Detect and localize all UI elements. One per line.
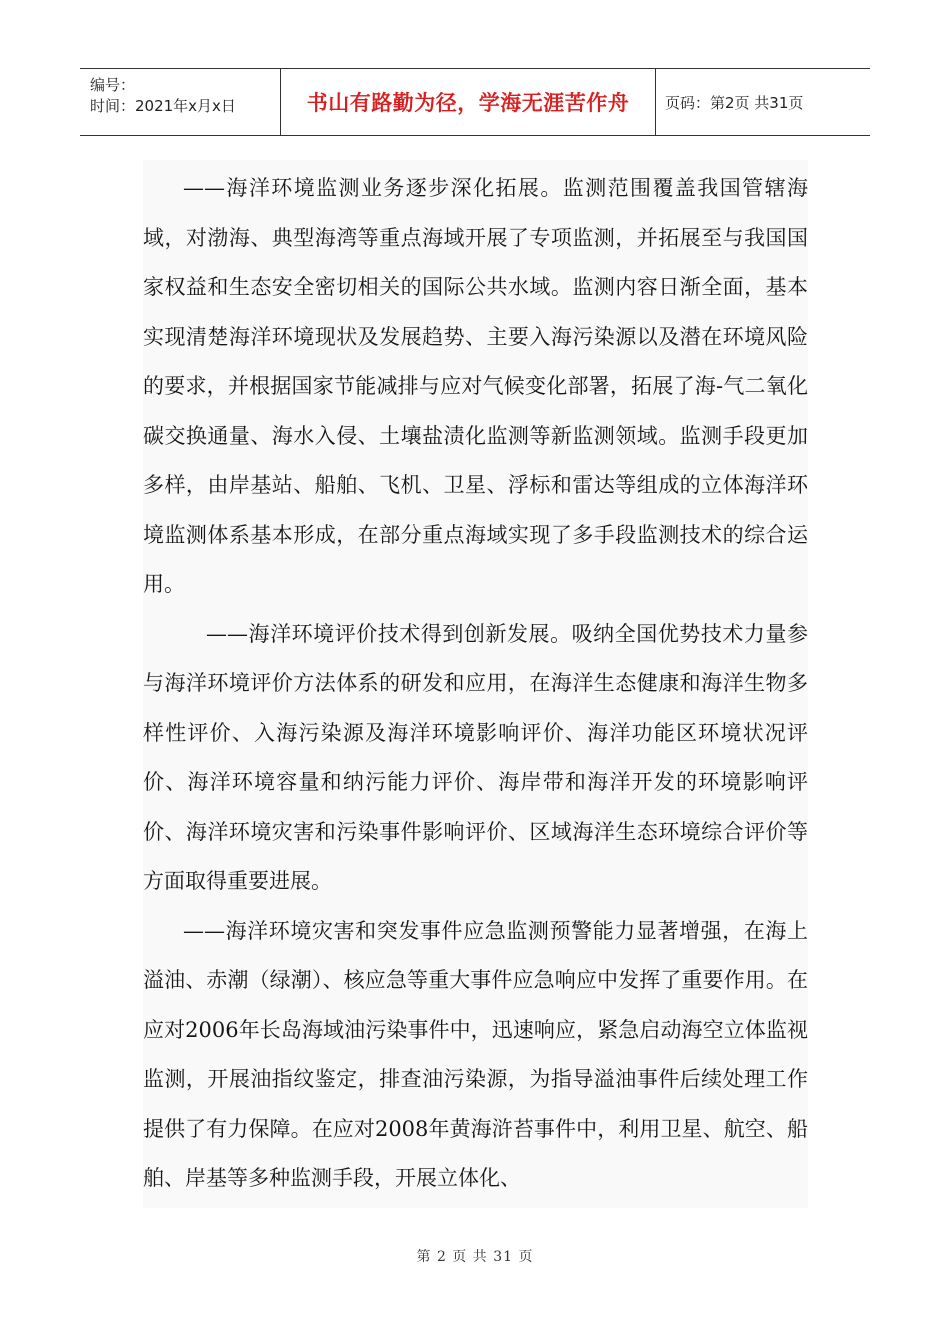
page-footer: 第 2 页 共 31 页 xyxy=(416,1249,534,1265)
page-header xyxy=(80,68,870,136)
document-body xyxy=(143,160,808,1208)
header-meta xyxy=(80,69,281,135)
body-paragraph: ——海洋环境评价技术得到创新发展。吸纳全国优势技术力量参与海洋环境评价方法体系的研发和应用，在海洋生态健康和海洋生物多样性评价、入海污染源及海洋环境影响评价、海洋功能区环境状况评价、海洋环境容量和纳污能力评价、海岸带和海洋开发的环境影响评价、海洋环境灾害和污染事件影响评价、区域海洋生态环境综合评价等方面取得重要进展。 xyxy=(143,621,808,893)
header-motto: 书山有路勤为径，学海无涯苦作舟 xyxy=(281,69,656,135)
body-paragraph: ——海洋环境灾害和突发事件应急监测预警能力显著增强，在海上溢油、赤潮（绿潮）、核应急等重大事件应急响应中发挥了重要作用。在应对2006年长岛海域油污染事件中，迅速响应，紧急启动海空立体监视监测，开展油指纹鉴定，排查油污染源，为指导溢油事件后续处理工作提供了有力保障。在应对2008年黄海浒苔事件中，利用卫星、航空、船舶、岸基等多种监测手段，开展立体化、 xyxy=(143,918,808,1190)
header-page-code: 页码：第2页 共31页 xyxy=(665,93,804,112)
body-paragraph: ——海洋环境监测业务逐步深化拓展。监测范围覆盖我国管辖海域，对渤海、典型海湾等重点海域开展了专项监测，并拓展至与我国国家权益和生态安全密切相关的国际公共水域。监测内容日渐全面，基本实现清楚海洋环境现状及发展趋势、主要入海污染源以及潜在环境风险的要求，并根据国家节能减排与应对气候变化部署，拓展了海-气二氧化碳交换通量、海水入侵、土壤盐渍化监测等新监测领域。监测手段更加多样，由岸基站、船舶、飞机、卫星、浮标和雷达等组成的立体海洋环境监测体系基本形成，在部分重点海域实现了多手段监测技术的综合运用。 xyxy=(143,176,808,596)
document-number-label: 编号： xyxy=(90,76,136,94)
document-date-label: 时间：2021年x月x日 xyxy=(90,97,236,115)
